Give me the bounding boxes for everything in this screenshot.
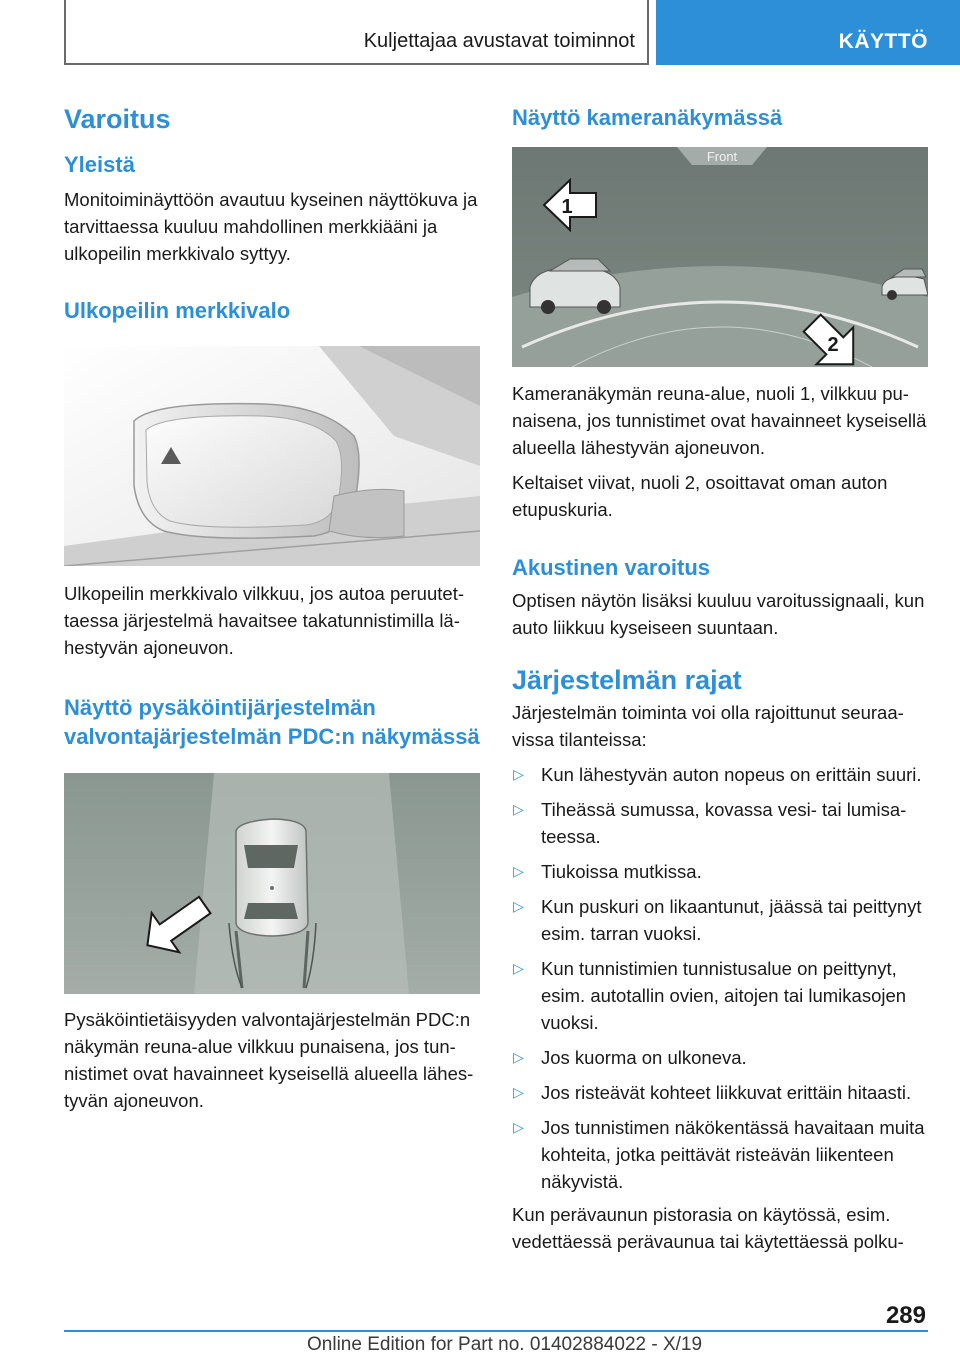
heading-system-limits: Järjestelmän rajat [512,665,742,695]
bullet-triangle-icon: ▷ [513,1119,524,1135]
list-item: ▷ Kun lähestyvän auton nopeus on erittäin suuri. [512,761,928,788]
acoustic-text: Optisen näytön lisäksi kuuluu varoitussignaali, kun auto liikkuu kyseiseen suuntaan. [512,590,925,638]
list-item: ▷ Tiukoissa mutkissa. [512,858,928,885]
footer-edition-text: Online Edition for Part no. 01402884022 - X/19 [307,1334,703,1355]
closing-text: Kun perävaunun pistorasia on käytössä, esim. vedettäessä perävaunua tai käytettäessä polku- [512,1204,904,1252]
bullet-triangle-icon: ▷ [513,1049,524,1065]
bullet-triangle-icon: ▷ [513,898,524,914]
camera-image [512,147,928,367]
list-item: ▷ Jos risteävät kohteet liikkuvat erittäin hitaasti. [512,1079,928,1106]
list-item: ▷ Tiheässä sumussa, kovassa vesi- tai lumisateessa. [512,796,928,850]
mirror-caption: Ulkopeilin merkkivalo vilkkuu, jos autoa peruutettaessa järjestelmä havaitsee takatunnistimilla lähestyvän ajoneuvon. [64,583,465,658]
pdc-image [64,773,480,994]
heading-mirror-light: Ulkopeilin merkkivalo [64,298,291,323]
camera-caption-2: Keltaiset viivat, nuoli 2, osoittavat oman auton etupuskuria. [512,472,888,520]
bullet-triangle-icon: ▷ [513,1084,524,1100]
bullet-triangle-icon: ▷ [513,801,524,817]
header-chapter-label: KÄYTTÖ [838,30,928,53]
list-item: ▷ Jos tunnistimen näkökentässä havaitaan muita kohteita, jotka peittävät risteävän liikenteen näkyvistä. [512,1114,928,1195]
pdc-caption: Pysäköintietäisyyden valvontajärjestelmän PDC:n näkymän reuna-alue vilkkuu punaisena, jos tunnistimet ovat havainneet kyseisellä alueella lähestyvän ajoneuvon. [64,1009,474,1111]
camera-label-1: 1 [561,196,573,218]
bullet-triangle-icon: ▷ [513,960,524,976]
footer-divider [64,1330,928,1332]
mirror-image [64,346,480,566]
camera-caption-1: Kameranäkymän reuna-alue, nuoli 1, vilkkuu punaisena, jos tunnistimet ovat havainneet kyseisellä alueella lähestyvän ajoneuvon. [512,383,927,458]
list-item: ▷ Kun puskuri on likaantunut, jäässä tai peittynyt esim. tarran vuoksi. [512,893,928,947]
list-item: ▷ Jos kuorma on ulkoneva. [512,1044,928,1071]
camera-label-2: 2 [827,334,839,356]
list-item: ▷ Kun tunnistimien tunnistusalue on peittynyt, esim. autotallin ovien, aitojen tai lumikasojen vuoksi. [512,955,928,1036]
bullet-triangle-icon: ▷ [513,863,524,879]
limits-intro: Järjestelmän toiminta voi olla rajoittunut seuraavissa tilanteissa: [512,702,904,750]
camera-label-front: Front [706,149,738,164]
heading-pdc-display: Näyttö pysäköintijärjestelmän valvontajärjestelmän PDC:n näkymässä [64,695,480,749]
header-chapter-tab[interactable] [656,0,960,65]
page-number: 289 [885,1302,926,1329]
header-section-box [64,0,649,65]
page-title: Varoitus [64,104,171,134]
left-column [64,100,480,1114]
yleista-text: Monitoiminäyttöön avautuu kyseinen näyttökuva ja tarvittaessa kuuluu mahdollinen merkkiääni ja ulkopeilin merkkivalo syttyy. [64,189,478,264]
heading-yleista: Yleistä [64,152,135,177]
heading-acoustic-warning: Akustinen varoitus [512,555,711,580]
heading-camera-view: Näyttö kameranäkymässä [512,105,783,130]
bullet-triangle-icon: ▷ [513,766,524,782]
limits-list [512,761,928,1195]
right-column [512,100,928,1255]
header-section-title: Kuljettajaa avustavat toiminnot [363,30,635,52]
